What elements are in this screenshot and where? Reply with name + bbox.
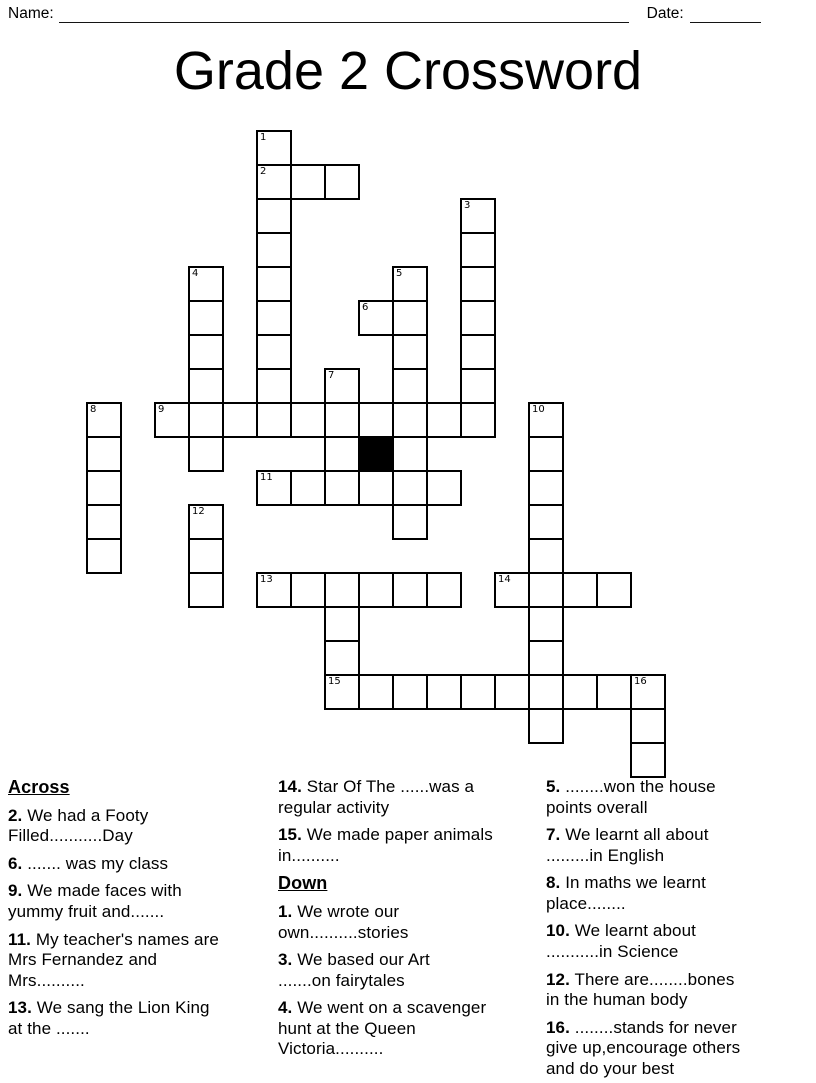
clues-heading-down: Down (278, 873, 328, 894)
grid-cell (324, 674, 360, 710)
grid-cell (426, 572, 462, 608)
grid-cell (528, 504, 564, 540)
clue-number-2: 2 (260, 166, 267, 177)
grid-cell (256, 334, 292, 370)
clue-number-11: 11 (260, 472, 273, 483)
crossword-grid (86, 130, 668, 780)
clue-number-6: 6 (362, 302, 369, 313)
clue-number-16: 16 (634, 676, 647, 687)
grid-cell (290, 470, 326, 506)
clue-number-label: 16. (546, 1017, 570, 1037)
page-title: Grade 2 Crossword (173, 41, 643, 101)
clue-7: 7. We learnt all about .........in English (546, 825, 709, 865)
grid-cell (188, 436, 224, 472)
grid-cell (528, 436, 564, 472)
grid-cell (188, 334, 224, 370)
clue-number-label: 5. (546, 777, 561, 796)
clue-number-label: 1. (278, 902, 293, 922)
grid-cell (256, 198, 292, 234)
clues-heading-across: Across (8, 777, 70, 797)
grid-cell (358, 572, 394, 608)
grid-cell (290, 164, 326, 200)
clue-3: 3. We based our Art .......on fairytales (278, 950, 430, 990)
grid-cell (528, 606, 564, 642)
grid-cell (256, 130, 292, 166)
clue-10: 10. We learnt about ...........in Science (546, 921, 696, 961)
grid-cell (392, 402, 428, 438)
header (8, 5, 761, 23)
grid-cell (528, 572, 564, 608)
grid-cell (358, 674, 394, 710)
clue-6: 6. ....... was my class (8, 853, 169, 873)
grid-cell (460, 368, 496, 404)
clue-number-3: 3 (464, 200, 471, 211)
grid-cell (460, 402, 496, 438)
clue-number-label: 12. (546, 969, 570, 989)
grid-cell (256, 572, 292, 608)
grid-cell (460, 300, 496, 336)
grid-cell (562, 674, 598, 710)
clue-number-13: 13 (260, 574, 273, 585)
grid-cell (256, 164, 292, 200)
grid-cell (562, 572, 598, 608)
clue-number-14: 14 (498, 574, 511, 585)
clue-number-label: 9. (8, 881, 23, 901)
grid-cell (290, 572, 326, 608)
grid-cell (324, 640, 360, 676)
grid-cell (256, 470, 292, 506)
grid-cell (188, 368, 224, 404)
grid-cell (528, 708, 564, 744)
grid-cell (460, 198, 496, 234)
grid-cell-black (358, 436, 394, 472)
clue-number-label: 11. (8, 929, 31, 949)
grid-cell (460, 266, 496, 302)
grid-cell (392, 300, 428, 336)
grid-cell (528, 402, 564, 438)
grid-cell (528, 538, 564, 574)
clue-4: 4. We went on a scavenger hunt at the Queen Victoria.......... (278, 998, 487, 1059)
clue-15: 15. We made paper animals in.......... (278, 825, 493, 865)
grid-cell (188, 538, 224, 574)
grid-cell (358, 470, 394, 506)
clue-number-10: 10 (532, 404, 545, 415)
grid-cell (222, 402, 258, 438)
grid-cell (460, 674, 496, 710)
grid-cell (188, 266, 224, 302)
grid-cell (392, 436, 428, 472)
clue-5: 5. ........won the house points overall (546, 777, 716, 817)
grid-cell (528, 674, 564, 710)
clue-12: 12. There are........bones in the human body (546, 969, 735, 1010)
date-label: Date: (646, 5, 684, 22)
grid-cell (392, 334, 428, 370)
clue-8: 8. In maths we learnt place........ (546, 873, 706, 913)
clue-number-label: 8. (546, 873, 561, 893)
grid-cell (290, 402, 326, 438)
grid-cell (426, 402, 462, 438)
clue-11: 11. My teacher's names are Mrs Fernandez and Mrs.......... (8, 929, 219, 990)
grid-cell (154, 402, 190, 438)
clue-number-1: 1 (260, 132, 267, 143)
grid-cell (460, 334, 496, 370)
grid-cell (324, 368, 360, 404)
name-label: Name: (8, 5, 54, 22)
clue-number-label: 6. (8, 853, 23, 873)
clue-number-label: 2. (8, 805, 23, 825)
grid-cell (324, 164, 360, 200)
grid-cell (528, 640, 564, 676)
clue-number-label: 7. (546, 825, 561, 845)
grid-cell (426, 674, 462, 710)
grid-cell (324, 606, 360, 642)
clue-number-label: 15. (278, 825, 302, 845)
grid-cell (426, 470, 462, 506)
clue-number-12: 12 (192, 506, 205, 517)
grid-cell (528, 470, 564, 506)
grid-cell (358, 300, 394, 336)
grid-cell (256, 232, 292, 268)
clue-number-label: 14. (278, 777, 302, 796)
grid-cell (392, 572, 428, 608)
grid-cell (596, 572, 632, 608)
grid-cell (188, 572, 224, 608)
grid-cell (392, 470, 428, 506)
clue-number-7: 7 (328, 370, 335, 381)
grid-cell (188, 504, 224, 540)
grid-cell (86, 538, 122, 574)
grid-cell (324, 402, 360, 438)
grid-cell (630, 708, 666, 744)
clue-number-5: 5 (396, 268, 403, 279)
clue-number-9: 9 (158, 404, 165, 415)
clues-column-middle (278, 777, 540, 1067)
grid-cell (324, 436, 360, 472)
grid-cell (494, 674, 530, 710)
clue-1: 1. We wrote our own..........stories (278, 902, 409, 942)
clue-number-15: 15 (328, 676, 341, 687)
grid-cell (256, 266, 292, 302)
clue-number-label: 4. (278, 998, 293, 1018)
clue-number-label: 13. (8, 998, 32, 1018)
grid-cell (86, 402, 122, 438)
grid-cell (392, 368, 428, 404)
grid-cell (392, 504, 428, 540)
clue-9: 9. We made faces with yummy fruit and....... (8, 881, 182, 922)
grid-cell (630, 742, 666, 778)
grid-cell (630, 674, 666, 710)
grid-cell (86, 504, 122, 540)
clue-2: 2. We had a Footy Filled...........Day (8, 805, 149, 846)
grid-cell (188, 300, 224, 336)
clue-number-4: 4 (192, 268, 199, 279)
grid-cell (392, 266, 428, 302)
clue-14: 14. Star Of The ......was a regular activity (278, 777, 475, 817)
clues-column-left (8, 777, 272, 1046)
grid-cell (86, 436, 122, 472)
clue-13: 13. We sang the Lion King at the ....... (8, 998, 210, 1038)
grid-cell (358, 402, 394, 438)
clue-number-label: 10. (546, 921, 570, 941)
grid-cell (596, 674, 632, 710)
grid-cell (256, 402, 292, 438)
clue-number-label: 3. (278, 950, 293, 970)
grid-cell (188, 402, 224, 438)
date-blank-line (690, 7, 761, 23)
grid-cell (324, 470, 360, 506)
name-blank-line (59, 7, 629, 23)
clue-number-8: 8 (90, 404, 97, 415)
grid-cell (392, 674, 428, 710)
grid-cell (256, 368, 292, 404)
grid-cell (324, 572, 360, 608)
grid-cell (494, 572, 530, 608)
clue-16: 16. ........stands for never give up,encourage others and do your best (546, 1017, 741, 1078)
grid-cell (460, 232, 496, 268)
grid-cell (86, 470, 122, 506)
grid-cell (256, 300, 292, 336)
clues-column-right (546, 777, 816, 1083)
